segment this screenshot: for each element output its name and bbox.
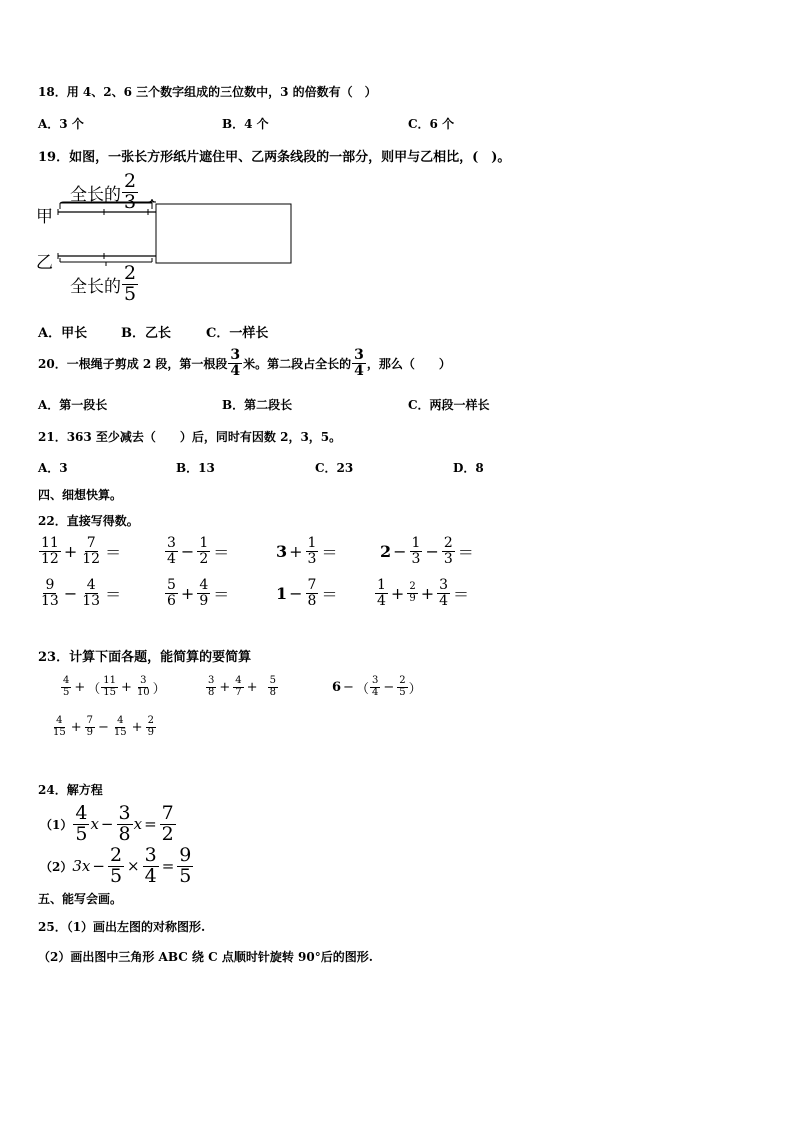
q25-sub2: （2）画出图中三角形 ABC 绕 C 点顺时针旋转 90°后的图形. [38,950,373,964]
q23-e1: $\frac{4}{5}$ + （ $\frac{11}{15}$ + $\frac{3}{10}$ ） [63,675,166,698]
q22-r1-e1: $\frac{11}{12}$ + $\frac{7}{12}$ ＝ [41,535,122,567]
section-5-heading: 五、能写会画。 [38,892,123,906]
q22-r2-e3: 1 − $\frac{7}{8}$ ＝ [276,577,338,609]
q23-e4: $\frac{4}{15}$ + $\frac{7}{9}$ − $\frac{4}{15}$ + $\frac{2}{9}$ [53,715,154,738]
q19-figure [36,170,306,305]
q21-option-c[interactable]: C．23 [315,461,354,475]
q19-diagram [36,172,306,302]
q23-title: 23．计算下面各题，能简算的要简算 [38,650,252,665]
q19-option-a[interactable]: A．甲长 [38,326,88,341]
q23-e3: 6 − （ $\frac{3}{4}$ − $\frac{2}{5}$ ） [332,675,422,698]
q23-e2: $\frac{3}{8}$ + $\frac{4}{7}$ + $\frac{5}{8}$ [208,675,276,698]
top-brace-label: 全长的 $\frac{2}{3}$ [70,170,137,213]
q19-option-c[interactable]: C．一样长 [206,326,269,341]
q24-eq1: （1） $\frac{4}{5}$ x − $\frac{3}{8}$ x = $\frac{7}{2}$ [40,802,174,845]
q22-title: 22．直接写得数。 [38,514,139,528]
q21-option-a[interactable]: A．3 [38,461,68,475]
q20-text: 20．一根绳子剪成 2 段，第一根段 $\frac{3}{4}$ 米。第二段占全长的 $\frac{3}{4}$ ，那么（ ） [38,347,451,379]
q22-r1-e4: 2 − $\frac{1}{3}$ − $\frac{2}{3}$ ＝ [380,535,474,567]
q19-option-b[interactable]: B．乙长 [121,326,171,341]
q22-r1-e3: 3 + $\frac{1}{3}$ ＝ [276,535,338,567]
q20-option-b[interactable]: B．第二段长 [222,398,293,412]
q20-option-a[interactable]: A．第一段长 [38,398,108,412]
q22-r2-e1: $\frac{9}{13}$ − $\frac{4}{13}$ ＝ [41,577,122,609]
q24-eq2: （2） 3x − $\frac{2}{5}$ × $\frac{3}{4}$ = $\frac{9}{5}$ [40,844,192,887]
q24-title: 24．解方程 [38,783,103,797]
section-4-heading: 四、细想快算。 [38,488,123,502]
q18-option-b[interactable]: B．4 个 [222,117,269,131]
q21-option-d[interactable]: D．8 [453,461,484,475]
q18-option-c[interactable]: C．6 个 [408,117,455,131]
q22-r2-e2: $\frac{5}{6}$ + $\frac{4}{9}$ ＝ [167,577,230,609]
q21-text: 21．363 至少减去（ ）后，同时有因数 2，3，5。 [38,430,342,444]
segment-b-label: 乙 [36,253,53,273]
q19-text: 19．如图，一张长方形纸片遮住甲、乙两条线段的一部分，则甲与乙相比，( )。 [38,150,511,165]
q20-option-c[interactable]: C．两段一样长 [408,398,490,412]
paper-rectangle [156,204,291,263]
segment-a-label: 甲 [36,207,53,227]
q22-r2-e4: $\frac{1}{4}$ + $\frac{2}{9}$ + $\frac{3}{4}$ ＝ [377,577,470,609]
bottom-brace-label: 全长的 $\frac{2}{5}$ [70,262,137,305]
q25-title: 25．（1）画出左图的对称图形. [38,920,206,934]
q22-r1-e2: $\frac{3}{4}$ − $\frac{1}{2}$ ＝ [167,535,230,567]
q21-option-b[interactable]: B．13 [176,461,215,475]
q18-option-a[interactable]: A．3 个 [38,117,84,131]
q18-text: 18．用 4、2、6 三个数字组成的三位数中，3 的倍数有（ ） [38,85,377,99]
